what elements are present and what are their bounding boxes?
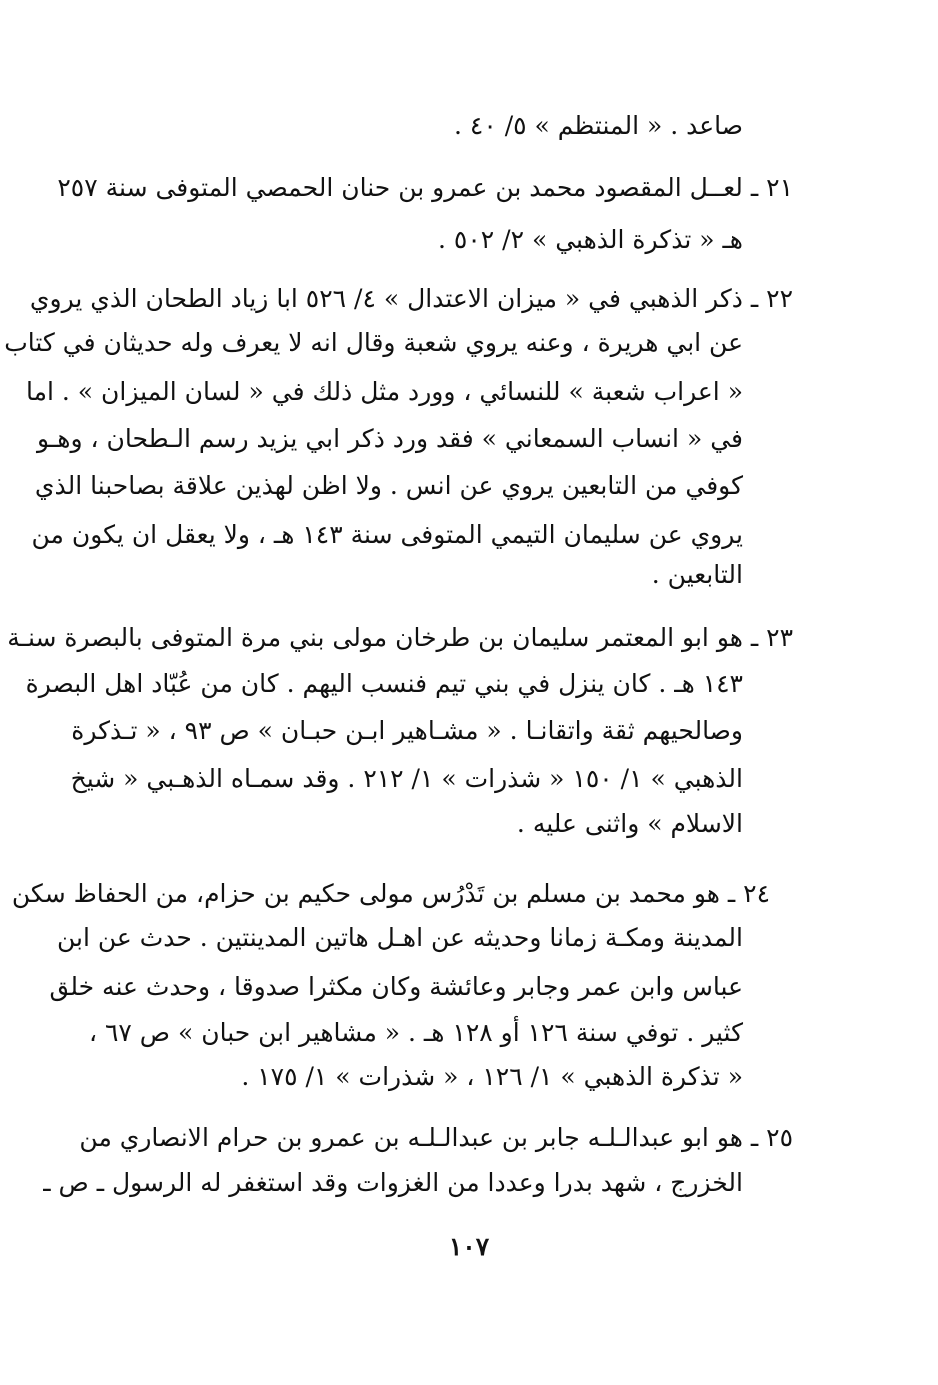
footnote-21-line-1: ٢١ ـ لعــل المقصود محمد بن عمرو بن حنان الحمصي المتوفى سنة ٢٥٧ <box>57 173 793 202</box>
footnote-24-line-3: عباس وابن عمر وجابر وعائشة وكان مكثرا صدوقا ، وحدث عنه خلق <box>49 972 743 1001</box>
footnote-22-line-7: التابعين . <box>651 560 743 589</box>
footnote-23-line-5: الاسلام » واثنى عليه . <box>516 809 743 838</box>
footnote-22-line-2: عن ابي هريرة ، وعنه يروي شعبة وقال انه لا يعرف وله حديثان في كتاب <box>4 328 743 357</box>
footnote-25-line-2: الخزرج ، شهد بدرا وعددا من الغزوات وقد استغفر له الرسول ـ ص ـ <box>43 1168 743 1197</box>
footnote-23-line-1: ٢٣ ـ هو ابو المعتمر سليمان بن طرخان مولى بني مرة المتوفى بالبصرة سنـة <box>7 623 793 652</box>
footnote-22-line-5: كوفي من التابعين يروي عن انس . ولا اظن لهذين علاقة بصاحبنا الذي <box>34 471 743 500</box>
footnote-23-line-3: وصالحيهم ثقة واتقانـا . « مشـاهير ابـن حبـان » ص ٩٣ ، « تـذكرة <box>71 716 743 745</box>
footnote-21-line-2: هـ « تذكرة الذهبي » ٢/ ٥٠٢ . <box>438 225 743 254</box>
footnote-22-line-1: ٢٢ ـ ذكر الذهبي في « ميزان الاعتدال » ٤/ ٥٢٦ ابا زياد الطحان الذي يروي <box>29 284 793 313</box>
footnote-22-line-3: « اعراب شعبة » للنسائي ، وورد مثل ذلك في « لسان الميزان » . اما <box>26 377 743 406</box>
footnote-24-line-5: « تذكرة الذهبي » ١/ ١٢٦ ، « شذرات » ١/ ١٧٥ . <box>241 1062 743 1091</box>
footnote-24-line-1: ٢٤ ـ هو محمد بن مسلم بن تَدْرُس مولى حكيم بن حزام، من الحفاظ سكن <box>11 879 770 908</box>
footnote-22-line-4: في « انساب السمعاني » فقد ورد ذكر ابي يزيد رسم الـطحان ، وهـو <box>37 424 743 453</box>
footnote-22-line-6: يروي عن سليمان التيمي المتوفى سنة ١٤٣ هـ ، ولا يعقل ان يكون من <box>31 520 743 549</box>
page-number: ١٠٧ <box>448 1232 490 1261</box>
footnote-23-line-2: ١٤٣ هـ . كان ينزل في بني تيم فنسب اليهم . كان من عُبّاد اهل البصرة <box>25 669 743 698</box>
footnote-24-line-4: كثير . توفي سنة ١٢٦ أو ١٢٨ هـ . « مشاهير ابن حبان » ص ٦٧ ، <box>88 1018 743 1047</box>
continued-footnote-line: صاعد . « المنتظم » ٥/ ٤٠ . <box>454 111 743 140</box>
footnote-25-line-1: ٢٥ ـ هو ابو عبدالـلـه جابر بن عبدالـلـه بن عمرو بن حرام الانصاري من <box>79 1123 793 1152</box>
footnote-23-line-4: الذهبي » ١/ ١٥٠ « شذرات » ١/ ٢١٢ . وقد سمـاه الذهـبي « شيخ <box>70 764 743 793</box>
footnote-24-line-2: المدينة ومكـة زمانا وحديثه عن اهـل هاتين المدينتين . حدث عن ابن <box>56 923 743 952</box>
